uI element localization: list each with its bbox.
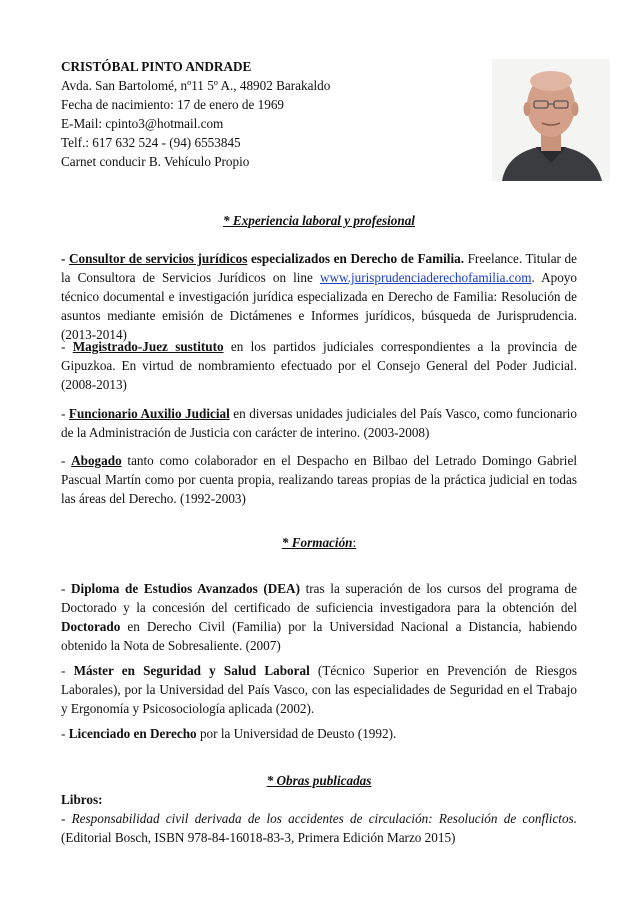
experience-item-magistrado: - Magistrado-Juez sustituto en los partidos judiciales correspondientes a la provincia de Gipuzkoa. En virtud de nombramiento efectuado por el Consejo General del Poder Judicial. (2008-2013) xyxy=(61,339,577,392)
website-link[interactable]: www.jurisprudenciaderechofamilia.com xyxy=(319,270,532,285)
degree-title: Licenciado en Derecho xyxy=(68,726,197,741)
driving-license: Carnet conducir B. Vehículo Propio xyxy=(61,154,250,169)
person-name: CRISTÓBAL PINTO ANDRADE xyxy=(61,59,252,74)
email: E-Mail: cpinto3@hotmail.com xyxy=(61,116,224,131)
education-item-dea: - Diploma de Estudios Avanzados (DEA) tras la superación de los cursos del programa de Doctorado y la concesión del certificado de suficiencia investigadora para la obtención del Doctorado en Derecho Civil (Familia) por la Universidad Nacional a Distancia, habiendo obtenido la Nota de Sobresaliente. (2007) xyxy=(61,581,577,653)
profile-photo xyxy=(492,59,610,181)
education-item-master: - Máster en Seguridad y Salud Laboral (Técnico Superior en Prevención de Riesgos Laborales), por la Universidad del País Vasco, con las especialidades de Seguridad en el Trabajo y Ergonomía y Psicosociología aplicada (2002). xyxy=(61,663,577,716)
experience-item-consultor: - Consultor de servicios jurídicos especializados en Derecho de Familia. Freelance. Titular de la Consultora de Servicios Jurídicos on line www.jurisprudenciaderechofamilia.com. Apoyo técnico documental e investigación jurídica especializada en Derecho de Familia: Resolución de asuntos mediante emisión de Dictámenes e Informes jurídicos, búsqueda de Jurisprudencia. (2013-2014) xyxy=(61,251,577,342)
publications-heading: * Obras publicadas xyxy=(266,773,372,788)
job-title: Consultor de servicios jurídicos xyxy=(69,251,248,266)
education-item-licenciado: - Licenciado en Derecho por la Universidad de Deusto (1992). xyxy=(61,726,397,741)
job-title: Abogado xyxy=(71,453,122,468)
birth-date: Fecha de nacimiento: 17 de enero de 1969 xyxy=(61,97,285,112)
degree-title: Máster en Seguridad y Salud Laboral xyxy=(73,663,310,678)
personal-info xyxy=(61,57,401,171)
experience-item-abogado: - Abogado tanto como colaborador en el Despacho en Bilbao del Letrado Domingo Gabriel Pascual Martín como por cuenta propia, realizando tareas propias de la práctica judicial en todas las áreas del Derecho. (1992-2003) xyxy=(61,453,577,506)
job-title: Funcionario Auxilio Judicial xyxy=(68,406,230,421)
education-heading: * Formación: xyxy=(281,535,357,550)
experience-heading: * Experiencia laboral y profesional xyxy=(223,213,415,228)
book-entry xyxy=(61,809,577,847)
book-title: - Responsabilidad civil derivada de los accidentes de circulación: Resolución de conflictos. xyxy=(61,811,577,826)
book-details: (Editorial Bosch, ISBN 978-84-16018-83-3, Primera Edición Marzo 2015) xyxy=(61,830,456,845)
degree-title: Diploma de Estudios Avanzados (DEA) xyxy=(71,581,300,596)
experience-item-funcionario: - Funcionario Auxilio Judicial en diversas unidades judiciales del País Vasco, como funcionario de la Administración de Justicia con carácter de interino. (2003-2008) xyxy=(61,406,577,440)
address: Avda. San Bartolomé, nº11 5º A., 48902 Barakaldo xyxy=(61,78,331,93)
portrait-image xyxy=(492,59,610,181)
job-title: Magistrado-Juez sustituto xyxy=(72,339,224,354)
phone: Telf.: 617 632 524 - (94) 6553845 xyxy=(61,135,241,150)
books-label: Libros: xyxy=(61,792,103,807)
